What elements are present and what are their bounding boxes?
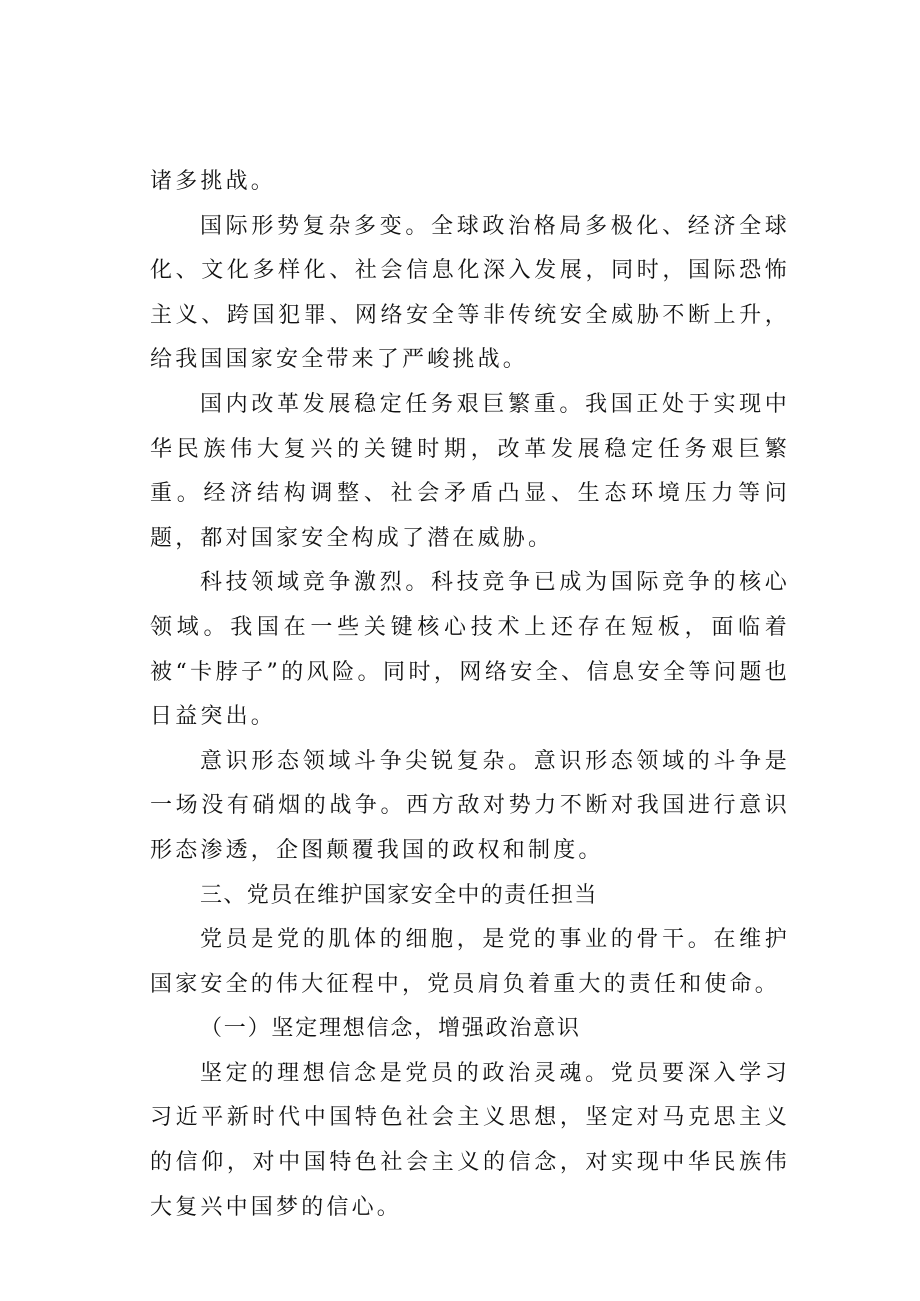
paragraph-domestic-reform: 国内改革发展稳定任务艰巨繁重。我国正处于实现中华民族伟大复兴的关键时期，改革发展稳定任务艰巨繁重。经济结构调整、社会矛盾凸显、生态环境压力等问题，都对国家安全构成了潜在威胁。	[150, 391, 790, 551]
paragraph-continuation: 诸多挑战。	[150, 169, 277, 194]
paragraph-technology-competition: 科技领域竞争激烈。科技竞争已成为国际竞争的核心领域。我国在一些关键核心技术上还存在短板，面临着被“卡脖子”的风险。同时，网络安全、信息安全等问题也日益突出。	[150, 570, 790, 730]
document-body	[150, 160, 790, 1230]
paragraph-ideals-beliefs: 坚定的理想信念是党员的政治灵魂。党员要深入学习习近平新时代中国特色社会主义思想，坚定对马克思主义的信仰，对中国特色社会主义的信念，对实现中华民族伟大复兴中国梦的信心。	[150, 1060, 790, 1220]
paragraph-ideology-struggle: 意识形态领域斗争尖锐复杂。意识形态领域的斗争是一场没有硝烟的战争。西方敌对势力不断对我国进行意识形态渗透，企图颠覆我国的政权和制度。	[150, 748, 790, 863]
paragraph-international-situation: 国际形势复杂多变。全球政治格局多极化、经济全球化、文化多样化、社会信息化深入发展，同时，国际恐怖主义、跨国犯罪、网络安全等非传统安全威胁不断上升，给我国国家安全带来了严峻挑战。	[150, 213, 790, 373]
section-heading-three: 三、党员在维护国家安全中的责任担当	[200, 882, 598, 908]
subsection-heading-one: （一）坚定理想信念，增强政治意识	[200, 1016, 581, 1042]
paragraph-party-member-role: 党员是党的肌体的细胞，是党的事业的骨干。在维护国家安全的伟大征程中，党员肩负着重大的责任和使命。	[150, 927, 790, 997]
